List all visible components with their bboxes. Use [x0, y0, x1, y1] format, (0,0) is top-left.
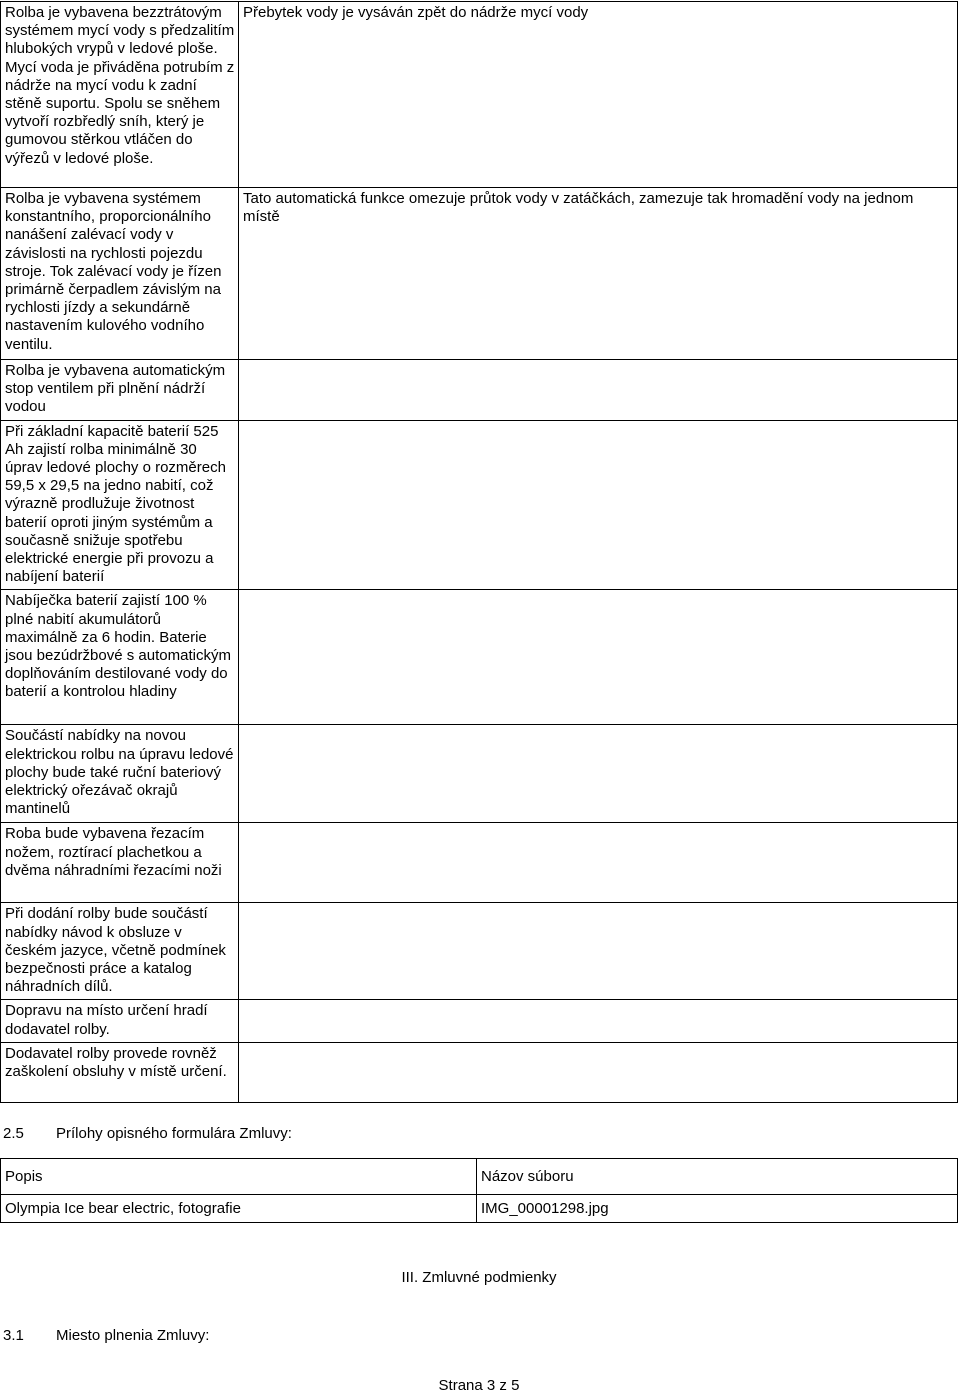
spec-row	[1, 1042, 958, 1102]
table-row	[1, 1195, 958, 1223]
subsection-heading	[3, 1327, 209, 1345]
spec-note	[239, 420, 958, 590]
spec-requirement: Nabíječka baterií zajistí 100 % plné nabití akumulátorů maximálně za 6 hodin. Baterie jsou bezúdržbové s automatickým doplňováním destilované vody do baterií a kontrolou hladiny	[1, 590, 239, 725]
part-title: III. Zmluvné podmienky	[401, 1269, 557, 1286]
spec-requirement: Rolba je vybavena systémem konstantního, proporcionálního nanášení zalévací vody v závislosti na rychlosti pojezdu stroje. Tok zalévací vody je řízen primárně čerpadlem závislým na rychlosti jízdy a sekundárně nastavením kulového vodního ventilu.	[1, 188, 239, 360]
attachments-heading	[3, 1125, 292, 1143]
spec-row	[1, 725, 958, 823]
spec-note: Přebytek vody je vysáván zpět do nádrže mycí vody	[239, 2, 958, 188]
spec-note	[239, 1042, 958, 1102]
spec-row	[1, 903, 958, 1000]
spec-row	[1, 188, 958, 360]
spec-note	[239, 823, 958, 903]
attachments-table	[0, 1158, 958, 1223]
page-number: Strana 3 z 5	[438, 1377, 520, 1394]
spec-row	[1, 823, 958, 903]
spec-requirement: Při dodání rolby bude součástí nabídky návod k obsluze v českém jazyce, včetně podmínek bezpečnosti práce a katalog náhradních dílů.	[1, 903, 239, 1000]
spec-requirement: Při základní kapacitě baterií 525 Ah zajistí rolba minimálně 30 úprav ledové plochy o rozměrech 59,5 x 29,5 na jedno nabití, což výrazně prodlužuje životnost baterií oproti jiným systémům a současně snižuje spotřebu elektrické energie při provozu a nabíjení baterií	[1, 420, 239, 590]
spec-requirement: Součástí nabídky na novou elektrickou rolbu na úpravu ledové plochy bude také ruční bateriový elektrický ořezávač okrajů mantinelů	[1, 725, 239, 823]
spec-requirement: Roba bude vybavena řezacím nožem, roztírací plachetkou a dvěma náhradními řezacími noži	[1, 823, 239, 903]
spec-row	[1, 360, 958, 421]
spec-note	[239, 1000, 958, 1042]
spec-requirement: Dopravu na místo určení hradí dodavatel rolby.	[1, 1000, 239, 1042]
column-header-description: Popis	[1, 1159, 477, 1195]
spec-note	[239, 590, 958, 725]
spec-row	[1, 590, 958, 725]
spec-requirement: Rolba je vybavena bezztrátovým systémem mycí vody s předzalitím hlubokých vrypů v ledové ploše. Mycí voda je přiváděna potrubím z nádrže na mycí vodu k zadní stěně suportu. Spolu se sněhem vytvoří rozbředlý sníh, který je gumovou stěrkou vtláčen do výřezů v ledové ploše.	[1, 2, 239, 188]
specification-table	[0, 1, 958, 1103]
attachment-filename: IMG_00001298.jpg	[477, 1195, 958, 1223]
section-number: 3.1	[3, 1327, 24, 1344]
attachments-header-row	[1, 1159, 958, 1195]
attachment-description: Olympia Ice bear electric, fotografie	[1, 1195, 477, 1223]
section-title: Miesto plnenia Zmluvy:	[56, 1327, 210, 1344]
spec-requirement: Rolba je vybavena automatickým stop ventilem při plnění nádrží vodou	[1, 360, 239, 421]
spec-note: Tato automatická funkce omezuje průtok vody v zatáčkách, zamezuje tak hromadění vody na jednom místě	[239, 188, 958, 360]
spec-note	[239, 903, 958, 1000]
spec-requirement: Dodavatel rolby provede rovněž zaškolení obsluhy v místě určení.	[1, 1042, 239, 1102]
spec-row	[1, 420, 958, 590]
spec-note	[239, 360, 958, 421]
section-number: 2.5	[3, 1125, 24, 1142]
spec-note	[239, 725, 958, 823]
spec-row	[1, 2, 958, 188]
spec-row	[1, 1000, 958, 1042]
section-title: Prílohy opisného formulára Zmluvy:	[56, 1125, 292, 1142]
column-header-filename: Názov súboru	[477, 1159, 958, 1195]
